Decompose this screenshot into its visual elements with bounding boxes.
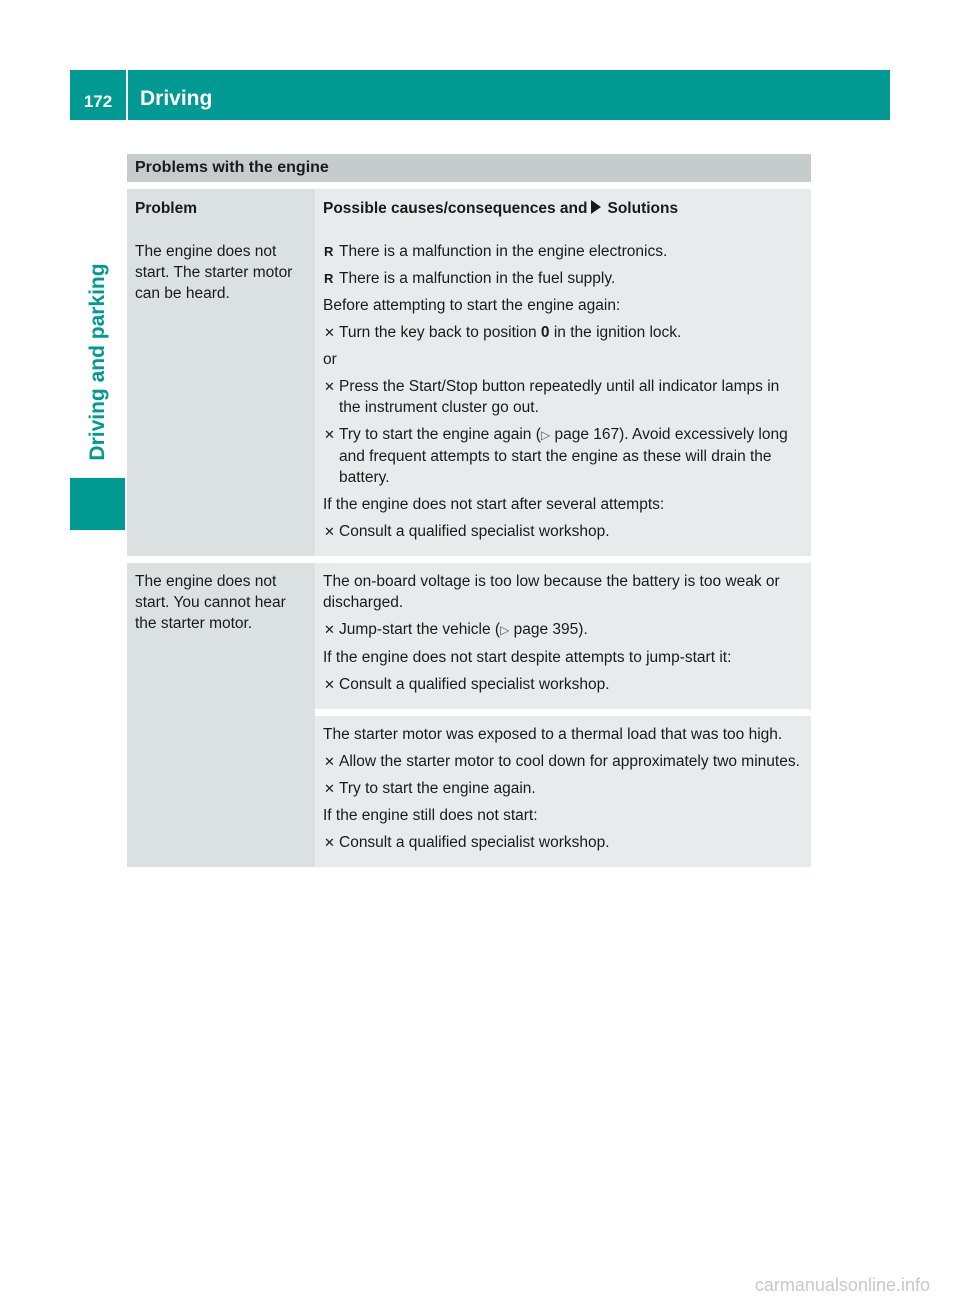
header-divider — [126, 70, 128, 120]
step-item: ✕ Try to start the engine again. — [324, 780, 536, 797]
side-tab-label: Driving and parking — [86, 263, 109, 461]
solution-cell — [315, 233, 811, 556]
page-ref-link[interactable]: page 395 — [513, 621, 579, 638]
section-title: Driving — [140, 87, 213, 110]
step-x-icon: ✕ — [324, 781, 335, 796]
table-row — [127, 563, 811, 709]
step-x-icon: ✕ — [324, 379, 335, 394]
list-item: R There is a malfunction in the fuel supply. — [324, 270, 616, 287]
page-ref-link[interactable]: page 167 — [554, 426, 620, 443]
paragraph: The on-board voltage is too low because the battery is too weak or discharged. — [323, 573, 780, 611]
solution-cell — [315, 716, 811, 867]
step-x-icon: ✕ — [324, 524, 335, 539]
step-x-icon: ✕ — [324, 835, 335, 850]
step-item: ✕ Jump-start the vehicle (▷ page 395). — [324, 621, 588, 638]
page-header — [70, 70, 890, 120]
table-header-row — [127, 189, 811, 226]
page-ref-icon: ▷ — [500, 623, 510, 637]
step-item: ✕ Allow the starter motor to cool down for approximately two minutes. — [324, 753, 800, 770]
step-item: ✕ Press the Start/Stop button repeatedly until all indicator lamps in the instrument cluster go out. — [324, 378, 780, 416]
paragraph: or — [323, 351, 337, 368]
step-x-icon: ✕ — [324, 427, 335, 442]
paragraph: If the engine still does not start: — [323, 807, 538, 824]
step-x-icon: ✕ — [324, 754, 335, 769]
play-arrow-icon — [591, 200, 601, 214]
bullet-icon: R — [324, 244, 334, 259]
page-ref-icon: ▷ — [540, 428, 551, 442]
problem-cell: The engine does not start. The starter motor can be heard. — [127, 233, 315, 556]
step-x-icon: ✕ — [324, 325, 335, 340]
bullet-icon: R — [324, 271, 334, 286]
step-item: ✕ Turn the key back to position 0 in the ignition lock. — [324, 324, 682, 341]
step-item: ✕ Consult a qualified specialist workshop. — [324, 834, 610, 851]
header-problem: Problem — [127, 189, 315, 226]
problem-cell: The engine does not start. You cannot hear the starter motor. — [127, 563, 315, 867]
page-number: 172 — [83, 92, 113, 111]
side-tab-marker — [70, 478, 125, 530]
step-x-icon: ✕ — [324, 622, 335, 637]
problems-table — [127, 154, 811, 867]
watermark: carmanualsonline.info — [754, 1275, 930, 1295]
paragraph: The starter motor was exposed to a thermal load that was too high. — [323, 726, 783, 743]
step-item: ✕ Consult a qualified specialist workshop. — [324, 676, 610, 693]
header-solutions-suffix: Solutions — [607, 200, 679, 217]
list-item: R There is a malfunction in the engine electronics. — [324, 243, 668, 260]
paragraph: If the engine does not start despite attempts to jump-start it: — [323, 649, 732, 666]
paragraph: Before attempting to start the engine again: — [323, 297, 621, 314]
step-x-icon: ✕ — [324, 677, 335, 692]
table-title: Problems with the engine — [127, 154, 811, 182]
paragraph: If the engine does not start after several attempts: — [323, 496, 665, 513]
table-row — [127, 233, 811, 556]
step-item: ✕ Try to start the engine again (▷ page 167). Avoid excessively long and frequent attempts to start the engine as these will drain the battery. — [324, 426, 788, 486]
step-item: ✕ Consult a qualified specialist workshop. — [324, 523, 610, 540]
solution-cell — [315, 563, 811, 709]
header-solutions-label: Possible causes/consequences and — [323, 200, 588, 217]
header-solutions — [315, 189, 811, 226]
